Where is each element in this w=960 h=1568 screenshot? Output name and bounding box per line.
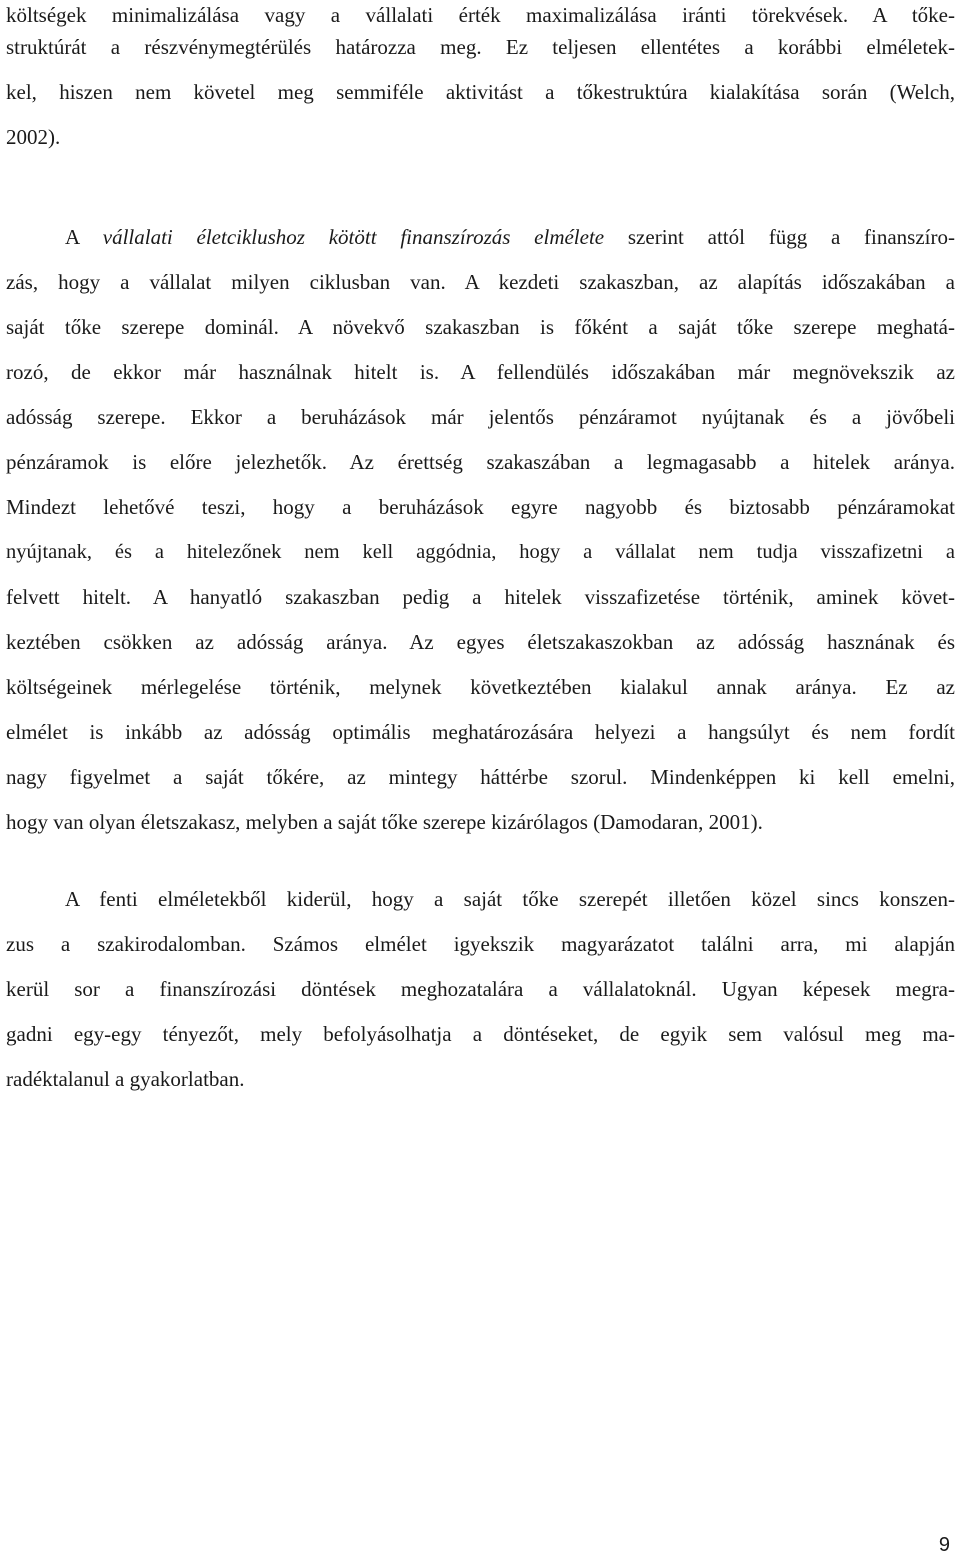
text-line: kel, hiszen nem követel meg semmiféle aktivitást a tőkestruktúra kialakítása során (Welch, xyxy=(6,80,955,104)
text-line: költségeinek mérlegelése történik, melynek következtében kialakul annak aránya. Ez az xyxy=(6,675,955,699)
text-line: nagy figyelmet a saját tőkére, az mintegy háttérbe szorul. Mindenképpen ki kell emelni, xyxy=(6,765,955,789)
text-line: nyújtanak, és a hitelezőnek nem kell aggódnia, hogy a vállalat nem tudja visszafizetni a xyxy=(6,541,955,563)
text-line: kerül sor a finanszírozási döntések meghozatalára a vállalatoknál. Ugyan képesek megra- xyxy=(6,977,955,1001)
text-line: hogy van olyan életszakasz, melyben a saját tőke szerepe kizárólagos (Damodaran, 2001). xyxy=(6,810,763,834)
text-line: 2002). xyxy=(6,125,61,149)
text-line: radéktalanul a gyakorlatban. xyxy=(6,1067,245,1091)
line-suffix: szerint attól függ a finanszíro- xyxy=(604,225,955,249)
text-line: keztében csökken az adósság aránya. Az egyes életszakaszokban az adósság hasznának és xyxy=(6,630,955,654)
text-line: felvett hitelt. A hanyatló szakaszban pedig a hitelek visszafizetése történik, aminek követ- xyxy=(6,585,955,609)
text-line: elmélet is inkább az adósság optimális meghatározására helyezi a hangsúlyt és nem fordít xyxy=(6,720,955,744)
text-line: adósság szerepe. Ekkor a beruházások már jelentős pénzáramot nyújtanak és a jövőbeli xyxy=(6,405,955,429)
text-line: pénzáramok is előre jelezhetők. Az érettség szakaszában a legmagasabb a hitelek aránya. xyxy=(6,450,955,474)
text-line: zás, hogy a vállalat milyen ciklusban van. A kezdeti szakaszban, az alapítás időszakában a xyxy=(6,270,955,294)
theory-name-italic: vállalati életciklushoz kötött finanszírozás elmélete xyxy=(102,225,605,249)
text-line: rozó, de ekkor már használnak hitelt is. A fellendülés időszakában már megnövekszik az xyxy=(6,360,955,384)
line-prefix: A xyxy=(65,225,103,249)
text-line: struktúrát a részvénymegtérülés határozza meg. Ez teljesen ellentétes a korábbi elméletek- xyxy=(6,35,955,59)
page-number: 9 xyxy=(938,1534,950,1556)
text-line: Mindezt lehetővé teszi, hogy a beruházások egyre nagyobb és biztosabb pénzáramokat xyxy=(6,495,955,519)
text-line: A fenti elméletekből kiderül, hogy a saját tőke szerepét illetően közel sincs konszen- xyxy=(65,887,955,911)
text-line: zus a szakirodalomban. Számos elmélet igyekszik magyarázatot találni arra, mi alapján xyxy=(6,932,955,956)
text-line xyxy=(65,222,955,252)
text-line: saját tőke szerepe dominál. A növekvő szakaszban is főként a saját tőke szerepe meghatá- xyxy=(6,315,955,339)
text-line: költségek minimalizálása vagy a vállalati érték maximalizálása iránti törekvések. A tőke- xyxy=(6,3,955,27)
text-line: gadni egy-egy tényezőt, mely befolyásolhatja a döntéseket, de egyik sem valósul meg ma- xyxy=(6,1022,955,1046)
